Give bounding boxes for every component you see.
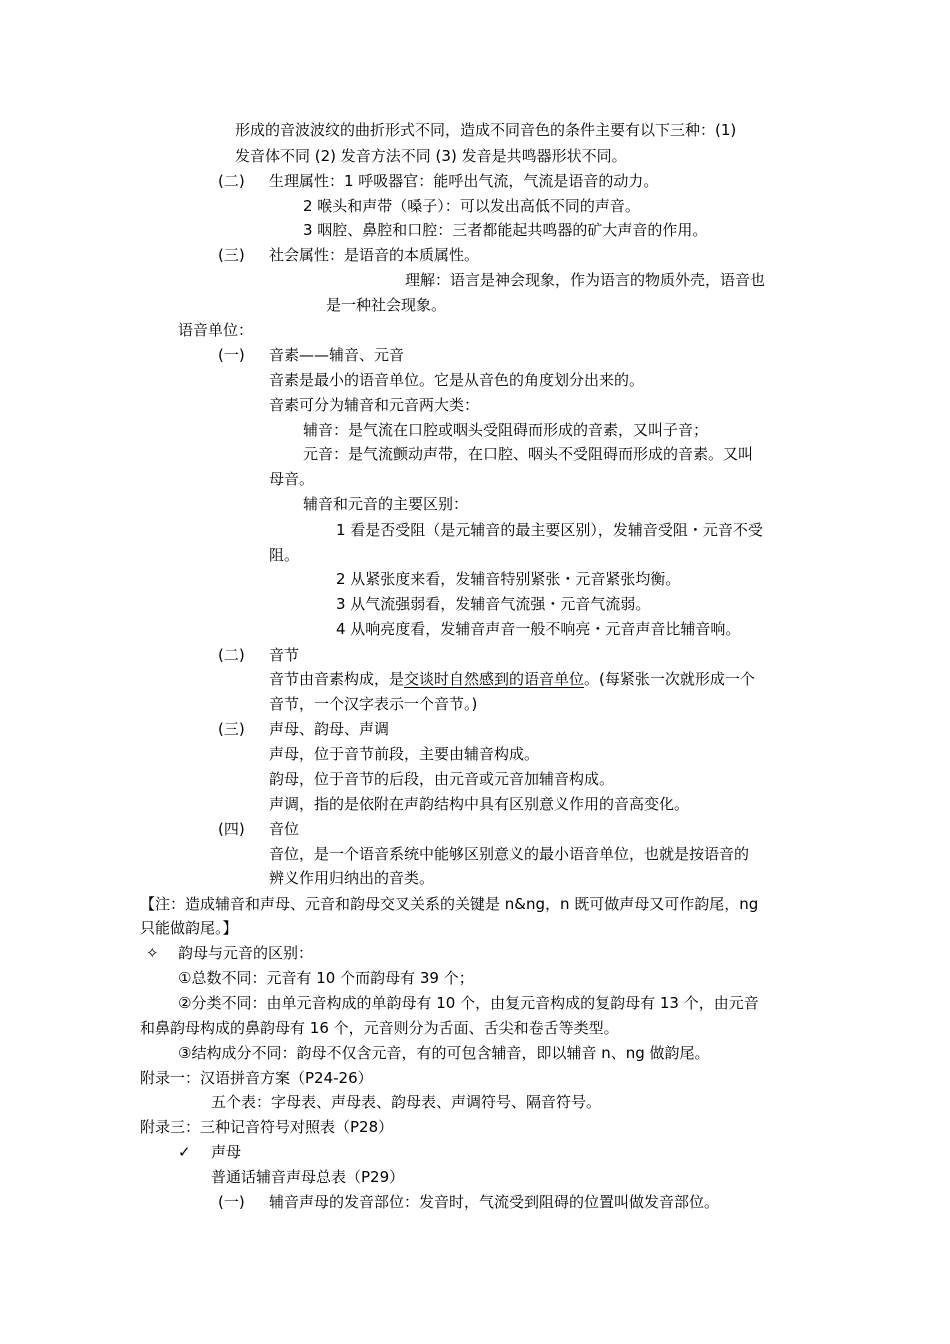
note-line: 只能做韵尾。】 [140, 919, 238, 937]
section-marker: (四) [218, 820, 245, 838]
text-line: 声母 [211, 1143, 242, 1161]
check-bullet-icon: ✓ [178, 1143, 191, 1161]
text-line: 音位，是一个语音系统中能够区别意义的最小语音单位，也就是按语音的 [269, 845, 750, 863]
text-line: 音节 [269, 646, 300, 664]
text-line: 3 从气流强弱看，发辅音气流强・元音气流弱。 [336, 595, 651, 613]
section-marker: (三) [218, 720, 245, 738]
text-line: 形成的音波波纹的曲折形式不同，造成不同音色的条件主要有以下三种：(1) [235, 121, 737, 139]
text-line: 五个表：字母表、声母表、韵母表、声调符号、隔音符号。 [211, 1093, 602, 1111]
text-line: 普通话辅音声母总表（P29） [211, 1168, 405, 1186]
text-line: ③结构成分不同：韵母不仅含元音，有的可包含辅音，即以辅音 n、ng 做韵尾。 [178, 1044, 710, 1062]
section-marker: (二) [218, 646, 245, 664]
section-marker: (一) [218, 346, 245, 364]
text-line: 是一种社会现象。 [326, 296, 447, 314]
text-line: 声母、韵母、声调 [269, 720, 390, 738]
text-line: 音素是最小的语音单位。它是从音色的角度划分出来的。 [269, 371, 645, 389]
appendix-title: 附录一：汉语拼音方案（P24-26） [140, 1069, 373, 1087]
text-line: 辅音声母的发音部位：发音时，气流受到阻碍的位置叫做发音部位。 [269, 1193, 720, 1211]
text-line [269, 669, 755, 689]
text-line: 音素可分为辅音和元音两大类： [269, 396, 480, 414]
text-line: 发音体不同 (2) 发音方法不同 (3) 发音是共鸣器形状不同。 [235, 147, 627, 165]
text-line: 韵母，位于音节的后段，由元音或元音加辅音构成。 [269, 770, 615, 788]
text-line: 声调，指的是依附在声韵结构中具有区别意义作用的音高变化。 [269, 795, 690, 813]
section-marker: (三) [218, 246, 245, 264]
text-line: ①总数不同：元音有 10 个而韵母有 39 个； [178, 969, 474, 987]
text-line: 理解：语言是神会现象，作为语言的物质外壳，语音也 [405, 271, 766, 289]
text-segment: 。(每紧张一次就形成一个 [584, 670, 755, 688]
text-line: 1 看是否受阻（是元辅音的最主要区别），发辅音受阻・元音不受 [336, 521, 763, 539]
text-line: 社会属性：是语音的本质属性。 [269, 246, 480, 264]
text-line: 声母，位于音节前段，主要由辅音构成。 [269, 745, 540, 763]
note-line: 【注：造成辅音和声母、元音和韵母交叉关系的关键是 n&ng，n 既可做声母又可作韵尾，ng [140, 895, 759, 913]
text-line: 辅音：是气流在口腔或咽头受阻碍而形成的音素，又叫子音； [303, 421, 709, 439]
text-line: ②分类不同：由单元音构成的单韵母有 10 个，由复元音构成的复韵母有 13 个，由元音 [178, 994, 759, 1012]
heading: 语音单位： [178, 321, 254, 339]
appendix-title: 附录三：三种记音符号对照表（P28） [140, 1118, 394, 1136]
text-segment: 音节由音素构成，是 [269, 670, 405, 688]
text-line: 生理属性：1 呼吸器官：能呼出气流，气流是语音的动力。 [269, 172, 659, 190]
text-line: 辨义作用归纳出的音类。 [269, 869, 435, 887]
diamond-bullet-icon: ✧ [146, 944, 159, 962]
section-marker: (二) [218, 172, 245, 190]
text-line: 音位 [269, 820, 300, 838]
text-line: 音素——辅音、元音 [269, 346, 405, 364]
text-line: 2 喉头和声带（嗓子）：可以发出高低不同的声音。 [303, 197, 640, 215]
text-line: 辅音和元音的主要区别： [303, 495, 469, 513]
text-line: 2 从紧张度来看，发辅音特别紧张・元音紧张均衡。 [336, 570, 681, 588]
section-marker: (一) [218, 1193, 245, 1211]
text-line: 母音。 [269, 470, 315, 488]
underlined-text: 交谈时自然感到的语音单位 [404, 670, 585, 688]
text-line: 韵母与元音的区别： [178, 944, 314, 962]
text-line: 音节，一个汉字表示一个音节。) [269, 695, 478, 713]
text-line: 元音：是气流颤动声带，在口腔、咽头不受阻碍而形成的音素。又叫 [303, 445, 754, 463]
text-line: 和鼻韵母构成的鼻韵母有 16 个，元音则分为舌面、舌尖和卷舌等类型。 [140, 1019, 619, 1037]
text-line: 阻。 [269, 546, 300, 564]
text-line: 4 从响亮度看，发辅音声音一般不响亮・元音声音比辅音响。 [336, 620, 741, 638]
text-line: 3 咽腔、鼻腔和口腔：三者都能起共鸣器的矿大声音的作用。 [303, 221, 708, 239]
